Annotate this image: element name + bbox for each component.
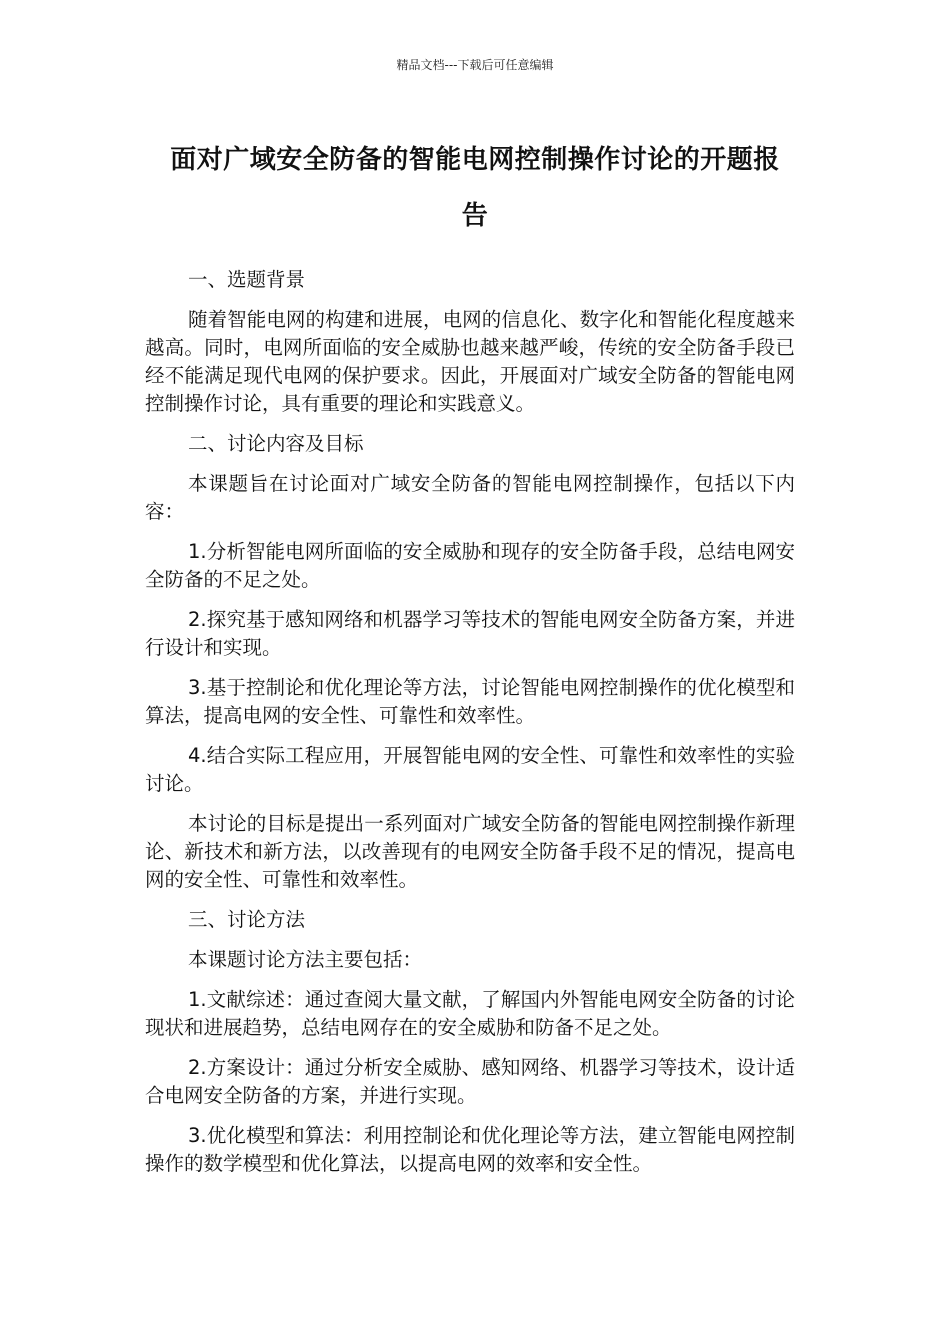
paragraph-goal: 本讨论的目标是提出一系列面对广域安全防备的智能电网控制操作新理论、新技术和新方法，以改善现有的电网安全防备手段不足的情况，提高电网的安全性、可靠性和效率性。: [145, 812, 795, 891]
section-heading-methods: 三、讨论方法: [188, 908, 306, 931]
list-item-method-3: 3.优化模型和算法：利用控制论和优化理论等方法，建立智能电网控制操作的数学模型和优化算法，以提高电网的效率和安全性。: [145, 1124, 795, 1175]
list-item-content-1: 1.分析智能电网所面临的安全威胁和现存的安全防备手段，总结电网安全防备的不足之处。: [145, 540, 795, 591]
paragraph-content-intro: 本课题旨在讨论面对广域安全防备的智能电网控制操作，包括以下内容：: [145, 472, 795, 523]
title-line-2: 告: [461, 201, 489, 231]
document-title: [140, 132, 810, 244]
document-body: [145, 266, 795, 1190]
paragraph-methods-intro: 本课题讨论方法主要包括：: [188, 948, 423, 971]
paragraph-background: 随着智能电网的构建和进展，电网的信息化、数字化和智能化程度越来越高。同时，电网所面临的安全威胁也越来越严峻，传统的安全防备手段已经不能满足现代电网的保护要求。因此，开展面对广域安全防备的智能电网控制操作讨论，具有重要的理论和实践意义。: [145, 308, 795, 415]
section-heading-background: 一、选题背景: [188, 268, 306, 291]
list-item-content-4: 4.结合实际工程应用，开展智能电网的安全性、可靠性和效率性的实验讨论。: [145, 744, 795, 795]
list-item-method-2: 2.方案设计：通过分析安全威胁、感知网络、机器学习等技术，设计适合电网安全防备的方案，并进行实现。: [145, 1056, 795, 1107]
title-line-1: 面对广域安全防备的智能电网控制操作讨论的开题报: [170, 145, 780, 175]
list-item-content-3: 3.基于控制论和优化理论等方法，讨论智能电网控制操作的优化模型和算法，提高电网的安全性、可靠性和效率性。: [145, 676, 795, 727]
list-item-content-2: 2.探究基于感知网络和机器学习等技术的智能电网安全防备方案，并进行设计和实现。: [145, 608, 795, 659]
section-heading-content-goals: 二、讨论内容及目标: [188, 432, 364, 455]
page-header: 精品文档---下载后可任意编辑: [396, 58, 554, 72]
list-item-method-1: 1.文献综述：通过查阅大量文献，了解国内外智能电网安全防备的讨论现状和进展趋势，总结电网存在的安全威胁和防备不足之处。: [145, 988, 795, 1039]
